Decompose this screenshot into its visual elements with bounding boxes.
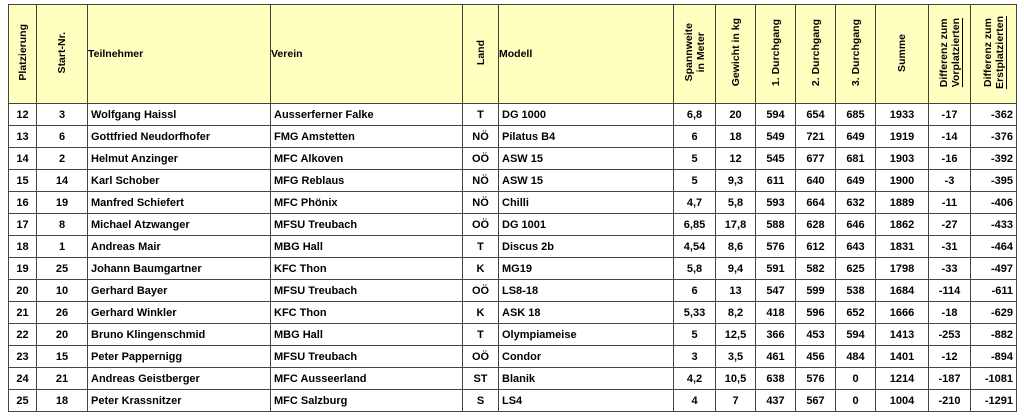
weight-cell: 9,3 [716, 170, 756, 192]
start-nr-cell: 3 [37, 104, 88, 126]
run3-cell: 646 [836, 214, 876, 236]
club-cell: FMG Amstetten [271, 126, 463, 148]
run1-cell: 545 [756, 148, 796, 170]
club-cell: MFSU Treubach [271, 280, 463, 302]
run3-cell: 625 [836, 258, 876, 280]
participant-cell: Gottfried Neudorfhofer [88, 126, 271, 148]
table-row [9, 214, 1017, 236]
start-nr-cell: 25 [37, 258, 88, 280]
table-row [9, 104, 1017, 126]
span-cell: 4 [674, 390, 716, 412]
model-cell: ASW 15 [499, 148, 674, 170]
run1-cell: 594 [756, 104, 796, 126]
participant-cell: Manfred Schiefert [88, 192, 271, 214]
participant-cell: Wolfgang Haissl [88, 104, 271, 126]
model-cell: DG 1001 [499, 214, 674, 236]
participant-cell: Karl Schober [88, 170, 271, 192]
run2-cell: 664 [796, 192, 836, 214]
participant-cell: Helmut Anzinger [88, 148, 271, 170]
weight-cell: 13 [716, 280, 756, 302]
placement-cell: 23 [9, 346, 37, 368]
participant-cell: Bruno Klingenschmid [88, 324, 271, 346]
model-cell: ASW 15 [499, 170, 674, 192]
sum-cell: 1666 [876, 302, 929, 324]
country-cell: T [463, 324, 499, 346]
run2-cell: 640 [796, 170, 836, 192]
header-sum: Summe [876, 5, 929, 104]
run1-cell: 591 [756, 258, 796, 280]
span-cell: 6,85 [674, 214, 716, 236]
run1-cell: 588 [756, 214, 796, 236]
span-cell: 4,54 [674, 236, 716, 258]
weight-cell: 20 [716, 104, 756, 126]
diff-first-cell: -894 [971, 346, 1017, 368]
run2-cell: 628 [796, 214, 836, 236]
header-club: Verein [271, 5, 463, 104]
sum-cell: 1889 [876, 192, 929, 214]
diff-first-cell: -611 [971, 280, 1017, 302]
run3-cell: 632 [836, 192, 876, 214]
run2-cell: 456 [796, 346, 836, 368]
run2-cell: 677 [796, 148, 836, 170]
diff-prev-cell: -33 [929, 258, 971, 280]
start-nr-cell: 15 [37, 346, 88, 368]
sum-cell: 1798 [876, 258, 929, 280]
weight-cell: 18 [716, 126, 756, 148]
span-cell: 5 [674, 324, 716, 346]
run3-cell: 685 [836, 104, 876, 126]
span-cell: 5,33 [674, 302, 716, 324]
start-nr-cell: 26 [37, 302, 88, 324]
start-nr-cell: 6 [37, 126, 88, 148]
weight-cell: 9,4 [716, 258, 756, 280]
club-cell: MFC Ausseerland [271, 368, 463, 390]
participant-cell: Andreas Geistberger [88, 368, 271, 390]
span-cell: 6,8 [674, 104, 716, 126]
diff-prev-cell: -114 [929, 280, 971, 302]
run1-cell: 418 [756, 302, 796, 324]
run1-cell: 611 [756, 170, 796, 192]
start-nr-cell: 8 [37, 214, 88, 236]
participant-cell: Andreas Mair [88, 236, 271, 258]
diff-prev-cell: -187 [929, 368, 971, 390]
diff-prev-cell: -12 [929, 346, 971, 368]
diff-prev-cell: -18 [929, 302, 971, 324]
diff-first-cell: -392 [971, 148, 1017, 170]
span-cell: 5 [674, 148, 716, 170]
run3-cell: 649 [836, 170, 876, 192]
model-cell: Discus 2b [499, 236, 674, 258]
weight-cell: 8,6 [716, 236, 756, 258]
diff-prev-cell: -3 [929, 170, 971, 192]
start-nr-cell: 20 [37, 324, 88, 346]
country-cell: T [463, 104, 499, 126]
diff-prev-cell: -27 [929, 214, 971, 236]
diff-prev-cell: -31 [929, 236, 971, 258]
run2-cell: 576 [796, 368, 836, 390]
sum-cell: 1933 [876, 104, 929, 126]
placement-cell: 19 [9, 258, 37, 280]
header-start-nr: Start-Nr. [37, 5, 88, 104]
model-cell: Pilatus B4 [499, 126, 674, 148]
country-cell: NÖ [463, 170, 499, 192]
participant-cell: Peter Pappernigg [88, 346, 271, 368]
header-placement: Platzierung [9, 5, 37, 104]
run1-cell: 549 [756, 126, 796, 148]
header-run2: 2. Durchgang [796, 5, 836, 104]
run3-cell: 649 [836, 126, 876, 148]
sum-cell: 1862 [876, 214, 929, 236]
sum-cell: 1214 [876, 368, 929, 390]
club-cell: KFC Thon [271, 258, 463, 280]
placement-cell: 15 [9, 170, 37, 192]
placement-cell: 14 [9, 148, 37, 170]
club-cell: MBG Hall [271, 324, 463, 346]
country-cell: K [463, 302, 499, 324]
diff-first-cell: -406 [971, 192, 1017, 214]
table-row [9, 258, 1017, 280]
span-cell: 6 [674, 280, 716, 302]
sum-cell: 1831 [876, 236, 929, 258]
weight-cell: 10,5 [716, 368, 756, 390]
header-diff-prev: Differenz zum Vorplatzierten [929, 5, 971, 104]
table-row [9, 126, 1017, 148]
start-nr-cell: 21 [37, 368, 88, 390]
weight-cell: 12,5 [716, 324, 756, 346]
table-row [9, 192, 1017, 214]
diff-first-cell: -1291 [971, 390, 1017, 412]
diff-first-cell: -629 [971, 302, 1017, 324]
participant-cell: Peter Krassnitzer [88, 390, 271, 412]
start-nr-cell: 10 [37, 280, 88, 302]
run2-cell: 612 [796, 236, 836, 258]
sum-cell: 1903 [876, 148, 929, 170]
run3-cell: 0 [836, 390, 876, 412]
table-row [9, 302, 1017, 324]
club-cell: MFSU Treubach [271, 346, 463, 368]
header-run3: 3. Durchgang [836, 5, 876, 104]
run3-cell: 0 [836, 368, 876, 390]
table-row [9, 236, 1017, 258]
club-cell: MFC Phönix [271, 192, 463, 214]
start-nr-cell: 2 [37, 148, 88, 170]
model-cell: MG19 [499, 258, 674, 280]
start-nr-cell: 1 [37, 236, 88, 258]
participant-cell: Gerhard Bayer [88, 280, 271, 302]
start-nr-cell: 19 [37, 192, 88, 214]
weight-cell: 8,2 [716, 302, 756, 324]
table-row [9, 324, 1017, 346]
country-cell: ST [463, 368, 499, 390]
club-cell: MFSU Treubach [271, 214, 463, 236]
placement-cell: 17 [9, 214, 37, 236]
weight-cell: 5,8 [716, 192, 756, 214]
diff-prev-cell: -16 [929, 148, 971, 170]
header-country: Land [463, 5, 499, 104]
model-cell: LS4 [499, 390, 674, 412]
run1-cell: 461 [756, 346, 796, 368]
table-row [9, 368, 1017, 390]
run1-cell: 576 [756, 236, 796, 258]
span-cell: 6 [674, 126, 716, 148]
model-cell: Blanik [499, 368, 674, 390]
club-cell: MBG Hall [271, 236, 463, 258]
participant-cell: Michael Atzwanger [88, 214, 271, 236]
header-participant: Teilnehmer [88, 5, 271, 104]
placement-cell: 18 [9, 236, 37, 258]
sum-cell: 1413 [876, 324, 929, 346]
diff-first-cell: -433 [971, 214, 1017, 236]
run2-cell: 654 [796, 104, 836, 126]
country-cell: OÖ [463, 346, 499, 368]
club-cell: Ausserferner Falke [271, 104, 463, 126]
model-cell: Chilli [499, 192, 674, 214]
country-cell: OÖ [463, 148, 499, 170]
weight-cell: 17,8 [716, 214, 756, 236]
span-cell: 4,2 [674, 368, 716, 390]
club-cell: MFC Salzburg [271, 390, 463, 412]
placement-cell: 13 [9, 126, 37, 148]
country-cell: S [463, 390, 499, 412]
run2-cell: 567 [796, 390, 836, 412]
country-cell: K [463, 258, 499, 280]
span-cell: 5 [674, 170, 716, 192]
sum-cell: 1004 [876, 390, 929, 412]
participant-cell: Johann Baumgartner [88, 258, 271, 280]
run3-cell: 643 [836, 236, 876, 258]
placement-cell: 12 [9, 104, 37, 126]
run3-cell: 681 [836, 148, 876, 170]
diff-first-cell: -376 [971, 126, 1017, 148]
table-row [9, 280, 1017, 302]
results-table [8, 4, 1017, 412]
run1-cell: 437 [756, 390, 796, 412]
run2-cell: 599 [796, 280, 836, 302]
diff-first-cell: -497 [971, 258, 1017, 280]
table-row [9, 148, 1017, 170]
club-cell: KFC Thon [271, 302, 463, 324]
participant-cell: Gerhard Winkler [88, 302, 271, 324]
span-cell: 5,8 [674, 258, 716, 280]
diff-first-cell: -395 [971, 170, 1017, 192]
model-cell: DG 1000 [499, 104, 674, 126]
diff-prev-cell: -14 [929, 126, 971, 148]
diff-first-cell: -1081 [971, 368, 1017, 390]
header-span: Spannweite in Meter [674, 5, 716, 104]
run1-cell: 547 [756, 280, 796, 302]
run2-cell: 453 [796, 324, 836, 346]
diff-prev-cell: -210 [929, 390, 971, 412]
span-cell: 4,7 [674, 192, 716, 214]
model-cell: Condor [499, 346, 674, 368]
header-row [9, 5, 1017, 104]
start-nr-cell: 14 [37, 170, 88, 192]
table-row [9, 390, 1017, 412]
placement-cell: 24 [9, 368, 37, 390]
diff-prev-cell: -11 [929, 192, 971, 214]
country-cell: OÖ [463, 214, 499, 236]
country-cell: NÖ [463, 126, 499, 148]
club-cell: MFC Alkoven [271, 148, 463, 170]
run2-cell: 721 [796, 126, 836, 148]
run3-cell: 594 [836, 324, 876, 346]
club-cell: MFG Reblaus [271, 170, 463, 192]
model-cell: ASK 18 [499, 302, 674, 324]
sum-cell: 1684 [876, 280, 929, 302]
table-row [9, 170, 1017, 192]
header-weight: Gewicht in kg [716, 5, 756, 104]
run2-cell: 582 [796, 258, 836, 280]
diff-prev-cell: -17 [929, 104, 971, 126]
sum-cell: 1919 [876, 126, 929, 148]
diff-first-cell: -882 [971, 324, 1017, 346]
diff-first-cell: -362 [971, 104, 1017, 126]
run1-cell: 638 [756, 368, 796, 390]
country-cell: NÖ [463, 192, 499, 214]
placement-cell: 16 [9, 192, 37, 214]
header-diff-first: Differenz zum Erstplatzierten [971, 5, 1017, 104]
run1-cell: 593 [756, 192, 796, 214]
run2-cell: 596 [796, 302, 836, 324]
country-cell: T [463, 236, 499, 258]
placement-cell: 20 [9, 280, 37, 302]
sum-cell: 1900 [876, 170, 929, 192]
country-cell: OÖ [463, 280, 499, 302]
diff-prev-cell: -253 [929, 324, 971, 346]
weight-cell: 3,5 [716, 346, 756, 368]
model-cell: Olympiameise [499, 324, 674, 346]
weight-cell: 12 [716, 148, 756, 170]
placement-cell: 25 [9, 390, 37, 412]
run3-cell: 538 [836, 280, 876, 302]
model-cell: LS8-18 [499, 280, 674, 302]
header-run1: 1. Durchgang [756, 5, 796, 104]
run3-cell: 484 [836, 346, 876, 368]
start-nr-cell: 18 [37, 390, 88, 412]
diff-first-cell: -464 [971, 236, 1017, 258]
table-row [9, 346, 1017, 368]
run1-cell: 366 [756, 324, 796, 346]
placement-cell: 21 [9, 302, 37, 324]
header-model: Modell [499, 5, 674, 104]
span-cell: 3 [674, 346, 716, 368]
weight-cell: 7 [716, 390, 756, 412]
run3-cell: 652 [836, 302, 876, 324]
sum-cell: 1401 [876, 346, 929, 368]
placement-cell: 22 [9, 324, 37, 346]
